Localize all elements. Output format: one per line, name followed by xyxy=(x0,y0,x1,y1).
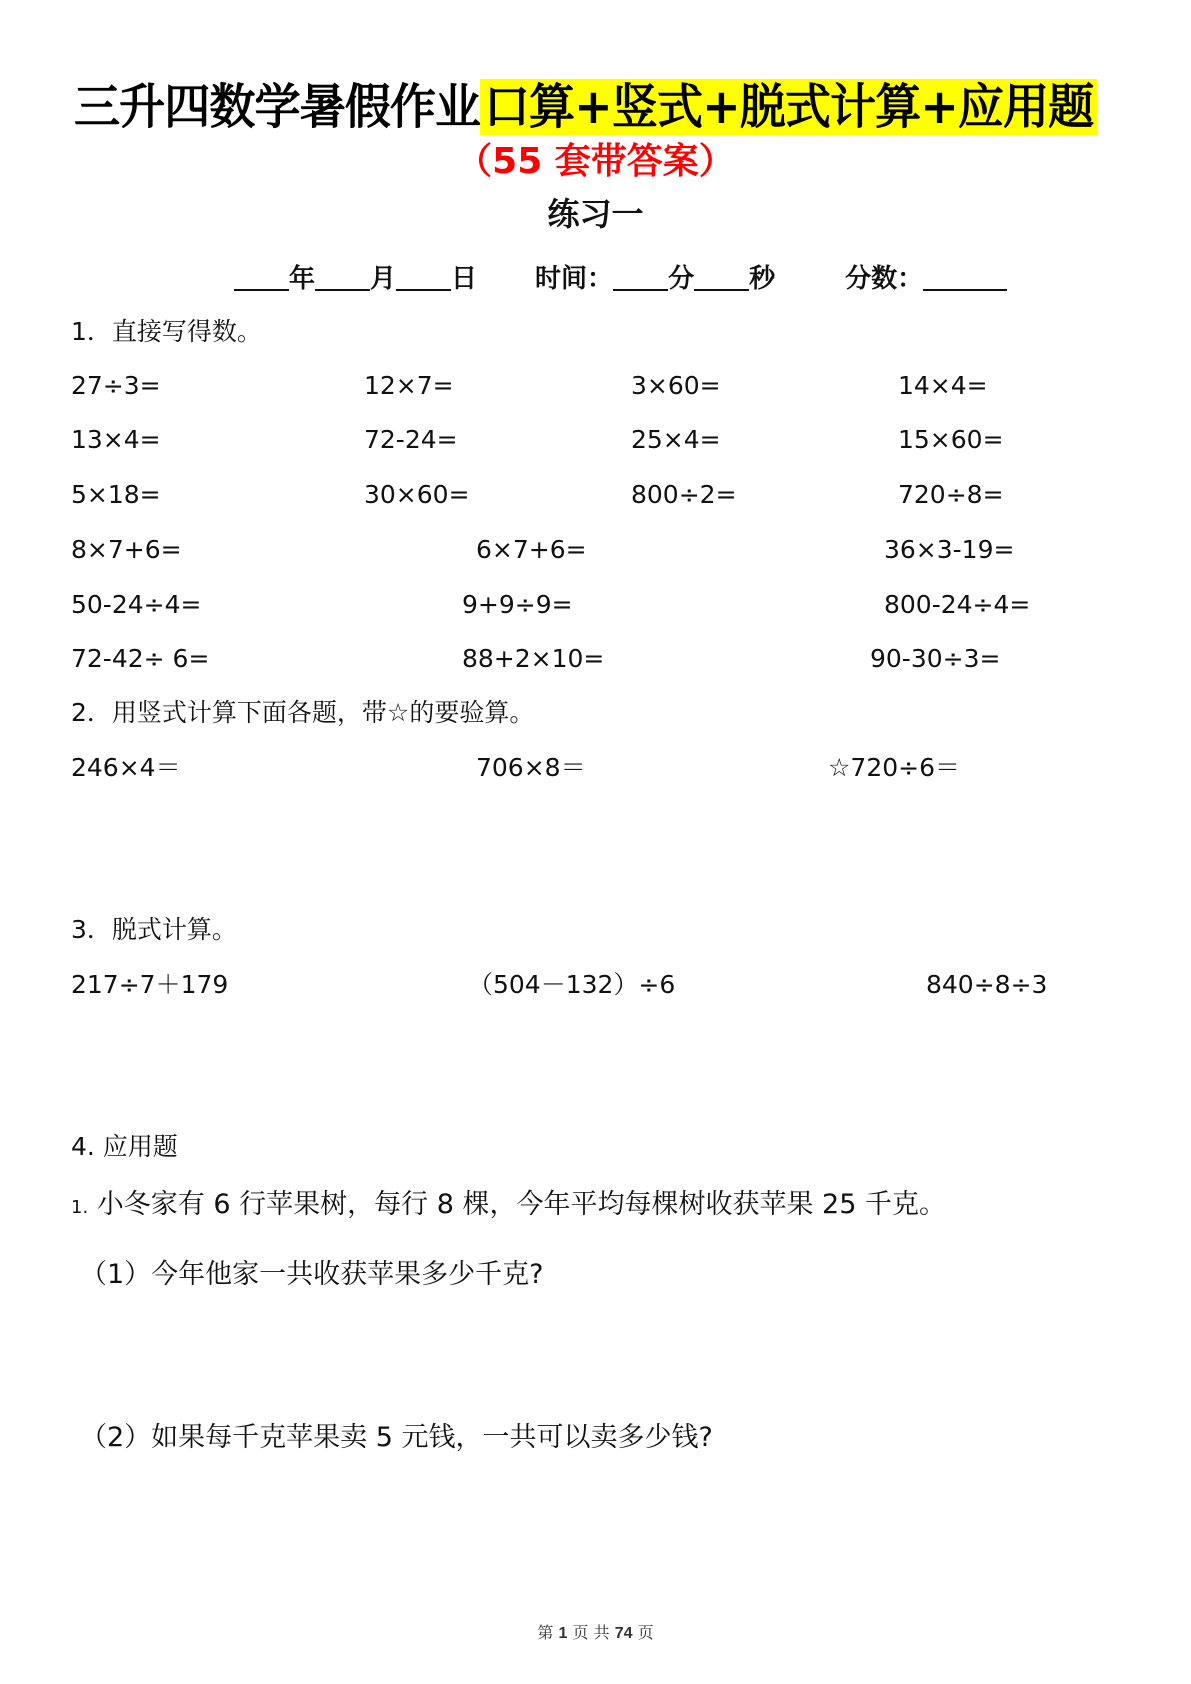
year-label: 年 xyxy=(289,264,316,294)
oral-item: 9+9÷9= xyxy=(462,590,573,619)
oral-item: 36×3-19= xyxy=(884,535,1015,564)
word-problem xyxy=(71,1187,946,1226)
second-blank[interactable] xyxy=(694,265,749,291)
problem-text: 小冬家有 6 行苹果树，每行 8 棵，今年平均每棵树收获苹果 25 千克。 xyxy=(96,1189,946,1220)
oral-item: 15×60= xyxy=(898,425,1004,454)
stepwise-calc-item: 840÷8÷3 xyxy=(926,970,1048,999)
title-highlight: 口算+竖式+脱式计算+应用题 xyxy=(480,79,1097,135)
time-label: 时间： xyxy=(535,264,614,294)
total-pages: 74 xyxy=(614,1625,633,1642)
vertical-calc-item: 706×8＝ xyxy=(476,753,586,782)
oral-item: 27÷3= xyxy=(71,371,161,400)
year-blank[interactable] xyxy=(234,265,289,291)
oral-item: 800÷2= xyxy=(631,480,737,509)
page-title xyxy=(74,74,1097,140)
oral-item: 72-42÷ 6= xyxy=(71,644,210,673)
oral-item: 50-24÷4= xyxy=(71,590,202,619)
minute-blank[interactable] xyxy=(613,265,668,291)
oral-item: 25×4= xyxy=(631,425,721,454)
section1-heading: 1．直接写得数。 xyxy=(71,317,262,346)
footer-suffix: 页 xyxy=(637,1623,654,1642)
stepwise-calc-item: 217÷7＋179 xyxy=(71,970,229,999)
section3-heading: 3．脱式计算。 xyxy=(71,915,237,944)
oral-item: 14×4= xyxy=(898,371,988,400)
page-number: 1 xyxy=(558,1625,568,1642)
month-label: 月 xyxy=(370,264,397,294)
oral-item: 3×60= xyxy=(631,371,721,400)
oral-item: 6×7+6= xyxy=(476,535,587,564)
month-blank[interactable] xyxy=(315,265,370,291)
question-2: （2）如果每千克苹果卖 5 元钱，一共可以卖多少钱? xyxy=(80,1422,713,1453)
oral-item: 12×7= xyxy=(364,371,454,400)
oral-item: 800-24÷4= xyxy=(884,590,1031,619)
oral-item: 8×7+6= xyxy=(71,535,182,564)
page-footer xyxy=(0,1620,1191,1643)
day-blank[interactable] xyxy=(396,265,451,291)
exercise-title: 练习一 xyxy=(547,195,644,233)
score-blank[interactable] xyxy=(923,265,1007,291)
oral-item: 88+2×10= xyxy=(462,644,605,673)
day-label: 日 xyxy=(451,264,478,294)
oral-item: 72-24= xyxy=(364,425,458,454)
vertical-calc-item: ☆720÷6＝ xyxy=(828,753,960,782)
oral-item: 13×4= xyxy=(71,425,161,454)
date-time-score-line xyxy=(234,262,1007,296)
minute-label: 分 xyxy=(668,264,695,294)
question-1: （1）今年他家一共收获苹果多少千克? xyxy=(80,1259,544,1290)
subtitle: （55 套带答案） xyxy=(456,141,735,182)
footer-middle: 页 共 xyxy=(572,1623,610,1642)
oral-item: 720÷8= xyxy=(898,480,1004,509)
vertical-calc-item: 246×4＝ xyxy=(71,753,181,782)
title-plain: 三升四数学暑假作业 xyxy=(74,79,481,135)
score-label: 分数： xyxy=(845,264,924,294)
problem-number: 1. xyxy=(71,1197,89,1218)
oral-item: 30×60= xyxy=(364,480,470,509)
section4-heading: 4. 应用题 xyxy=(71,1132,178,1161)
second-label: 秒 xyxy=(749,264,776,294)
oral-item: 90-30÷3= xyxy=(870,644,1001,673)
oral-item: 5×18= xyxy=(71,480,161,509)
stepwise-calc-item: （504－132）÷6 xyxy=(468,970,676,999)
section2-heading: 2．用竖式计算下面各题，带☆的要验算。 xyxy=(71,698,535,727)
footer-prefix: 第 xyxy=(537,1623,554,1642)
